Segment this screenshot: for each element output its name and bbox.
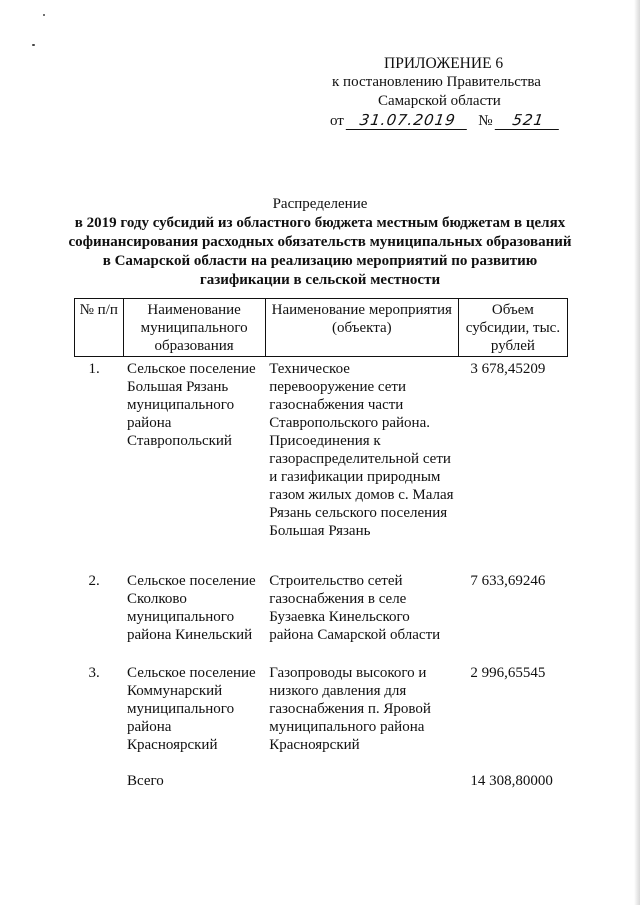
row-amount: 7 633,69246 (470, 573, 546, 589)
date-prefix: от (330, 113, 344, 129)
scan-speck (32, 44, 35, 46)
heading-line-2: в 2019 году субсидий из областного бюджета местным бюджетам в целях (74, 215, 566, 231)
table-header-row (75, 299, 568, 357)
heading-line-1: Распределение (272, 196, 368, 212)
row-municipality: Сельское поселение Сколково муниципального района Кинельский (127, 573, 256, 643)
table-row (75, 664, 568, 772)
header-amount: Объем субсидии, тыс. рублей (458, 299, 567, 357)
appendix-resolution-line: к постановлению Правительства (332, 74, 541, 90)
distribution-table (74, 298, 568, 790)
appendix-block (330, 54, 560, 131)
handwritten-date: 31.07.2019 (346, 112, 470, 130)
header-no: № п/п (75, 299, 124, 357)
row-object: Газопроводы высокого и низкого давления для газоснабжения п. Яровой муниципального района Красноярский (269, 665, 431, 753)
header-object: Наименование мероприятия (объекта) (265, 299, 458, 357)
document-heading (60, 195, 580, 290)
appendix-region-line: Самарской области (378, 93, 501, 109)
row-municipality: Сельское поселение Коммунарский муниципального района Красноярский (127, 665, 256, 753)
total-amount: 14 308,80000 (470, 773, 553, 789)
page-edge (634, 0, 640, 905)
row-number: 3. (88, 665, 100, 681)
empty-cell (265, 772, 458, 790)
number-prefix: № (478, 113, 493, 129)
appendix-date-number-line (330, 112, 560, 131)
handwritten-number: 521 (494, 112, 561, 130)
heading-line-5: газификации в сельской местности (199, 272, 441, 288)
row-amount: 2 996,65545 (470, 665, 546, 681)
header-municipality: Наименование муниципального образования (123, 299, 265, 357)
row-object: Техническое перевооружение сети газоснабжения части Ставропольского района. Присоединения к газораспределительной сети и газификации природным газом жилых домов с. Малая Рязань сельского поселения Большая Рязань (269, 361, 454, 539)
heading-line-4: в Самарской области на реализацию мероприятий по развитию (102, 253, 538, 269)
total-label: Всего (127, 773, 164, 789)
appendix-title: ПРИЛОЖЕНИЕ 6 (384, 55, 504, 72)
row-number: 2. (88, 573, 100, 589)
heading-line-3: софинансирования расходных обязательств муниципальных образований (68, 234, 572, 250)
row-municipality: Сельское поселение Большая Рязань муниципального района Ставропольский (127, 361, 256, 449)
scan-speck (43, 14, 45, 16)
row-object: Строительство сетей газоснабжения в селе Бузаевка Кинельского района Самарской области (269, 573, 441, 643)
table-row (75, 357, 568, 573)
row-number: 1. (88, 361, 100, 377)
table-total-row (75, 772, 568, 790)
empty-cell (75, 772, 124, 790)
row-amount: 3 678,45209 (470, 361, 546, 377)
table-row (75, 572, 568, 664)
